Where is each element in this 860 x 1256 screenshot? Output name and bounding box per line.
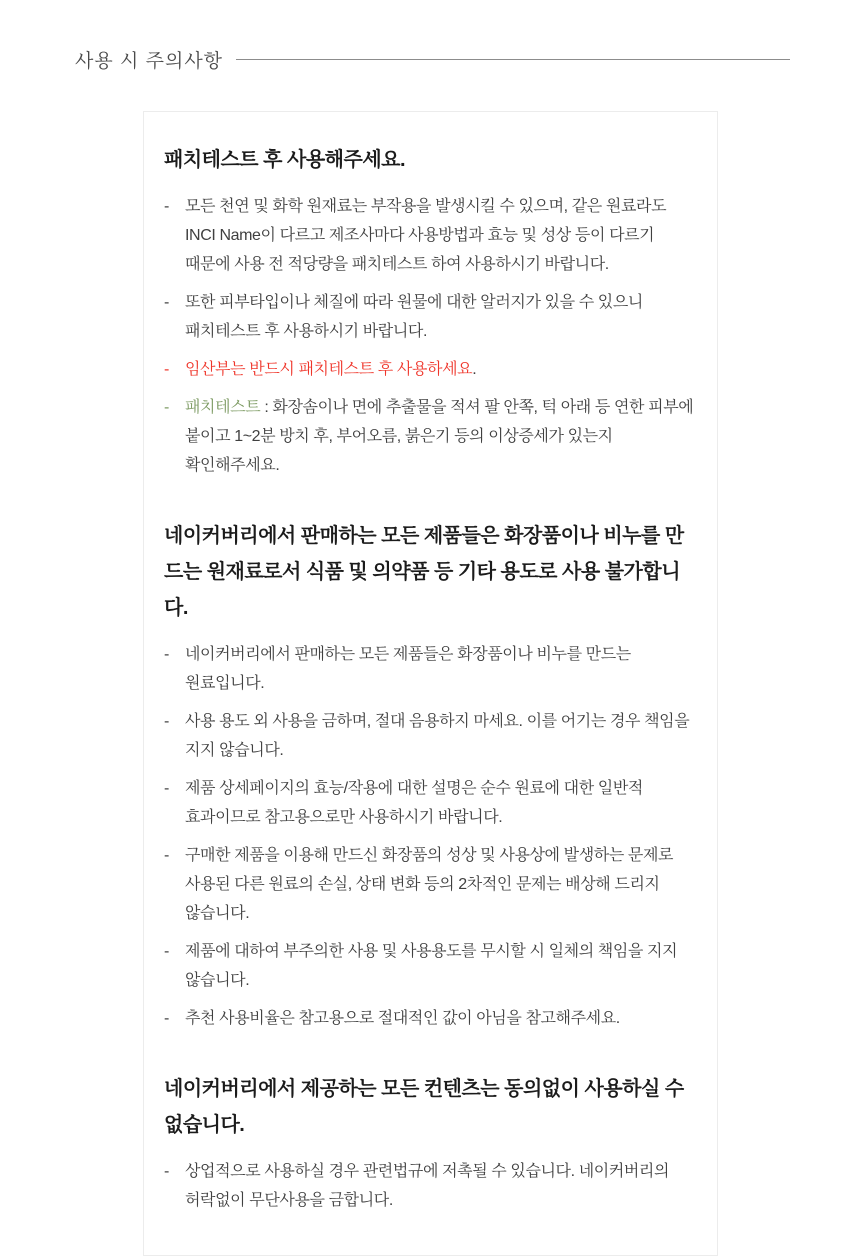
- bullet-text-segment: 또한 피부타입이나 체질에 따라 원물에 대한 알러지가 있을 수 있으니 패치테스트 후 사용하시기 바랍니다.: [185, 294, 643, 340]
- bullet-item: [164, 937, 697, 995]
- bullet-text-segment: .: [472, 361, 477, 378]
- bullet-text: [185, 937, 697, 995]
- bullet-dash: -: [164, 198, 169, 215]
- bullet-text-segment: 제품에 대하여 부주의한 사용 및 사용용도를 무시할 시 일체의 책임을 지지 않습니다.: [185, 943, 678, 989]
- bullet-dash: -: [164, 943, 169, 960]
- bullet-text-segment: 모든 천연 및 화학 원재료는 부작용을 발생시킬 수 있으며, 같은 원료라도 INCI Name이 다르고 제조사마다 사용방법과 효능 및 성상 등이 다르기 때문에 사용 전 적당량을 패치테스트 하여 사용하시기 바랍니다.: [185, 198, 667, 273]
- bullet-item: [164, 640, 697, 698]
- bullet-text: [185, 707, 697, 765]
- header-divider: [236, 59, 790, 60]
- section-heading: 패치테스트 후 사용해주세요.: [164, 149, 406, 171]
- bullet-item: [164, 355, 697, 384]
- bullet-dash: -: [164, 780, 169, 797]
- section-heading: 네이커버리에서 제공하는 모든 컨텐츠는 동의없이 사용하실 수 없습니다.: [164, 1078, 684, 1136]
- bullet-dash: -: [164, 847, 169, 864]
- bullet-dash: -: [164, 361, 169, 378]
- bullet-text: [185, 393, 697, 480]
- section-heading: 네이커버리에서 판매하는 모든 제품들은 화장품이나 비누를 만드는 원재료로서 식품 및 의약품 등 기타 용도로 사용 불가합니다.: [164, 525, 684, 619]
- bullet-text: [185, 774, 697, 832]
- bullet-item: [164, 841, 697, 928]
- bullet-text: [185, 1004, 697, 1033]
- bullet-text-segment: 제품 상세페이지의 효능/작용에 대한 설명은 순수 원료에 대한 일반적 효과이므로 참고용으로만 사용하시기 바랍니다.: [185, 780, 643, 826]
- bullet-text: [185, 192, 697, 279]
- notice-section: [164, 1071, 697, 1215]
- bullet-item: [164, 1004, 697, 1033]
- page-header: [0, 0, 860, 73]
- bullet-text-segment: 상업적으로 사용하실 경우 관련법규에 저촉될 수 있습니다. 네이커버리의 허락없이 무단사용을 금합니다.: [185, 1163, 670, 1209]
- bullet-item: [164, 393, 697, 480]
- bullet-text-segment: 패치테스트: [185, 399, 261, 416]
- bullet-dash: -: [164, 399, 169, 416]
- bullet-text-segment: 임산부는 반드시 패치테스트 후 사용하세요: [185, 361, 473, 378]
- bullet-text-segment: 추천 사용비율은 참고용으로 절대적인 값이 아님을 참고해주세요.: [185, 1010, 620, 1027]
- bullet-dash: -: [164, 713, 169, 730]
- bullet-item: [164, 1157, 697, 1215]
- bullet-text: [185, 288, 697, 346]
- bullet-item: [164, 192, 697, 279]
- bullet-text: [185, 841, 697, 928]
- bullet-item: [164, 288, 697, 346]
- bullet-text-segment: 구매한 제품을 이용해 만드신 화장품의 성상 및 사용상에 발생하는 문제로 사용된 다른 원료의 손실, 상태 변화 등의 2차적인 문제는 배상해 드리지 않습니다.: [185, 847, 674, 922]
- notice-section: [164, 518, 697, 1033]
- bullet-dash: -: [164, 1163, 169, 1180]
- bullet-dash: -: [164, 294, 169, 311]
- notice-section: [164, 142, 697, 480]
- bullet-text: [185, 355, 697, 384]
- bullet-text-segment: 사용 용도 외 사용을 금하며, 절대 음용하지 마세요. 이를 어기는 경우 책임을 지지 않습니다.: [185, 713, 690, 759]
- bullet-item: [164, 707, 697, 765]
- notice-box: [143, 111, 718, 1256]
- bullet-text: [185, 640, 697, 698]
- page-title: 사용 시 주의사항: [75, 51, 224, 72]
- bullet-text-segment: 네이커버리에서 판매하는 모든 제품들은 화장품이나 비누를 만드는 원료입니다.: [185, 646, 631, 692]
- bullet-dash: -: [164, 1010, 169, 1027]
- bullet-item: [164, 774, 697, 832]
- bullet-dash: -: [164, 646, 169, 663]
- bullet-text-segment: : 화장솜이나 면에 추출물을 적셔 팔 안쪽, 턱 아래 등 연한 피부에 붙이고 1~2분 방치 후, 부어오름, 붉은기 등의 이상증세가 있는지 확인해주세요.: [185, 399, 694, 474]
- bullet-text: [185, 1157, 697, 1215]
